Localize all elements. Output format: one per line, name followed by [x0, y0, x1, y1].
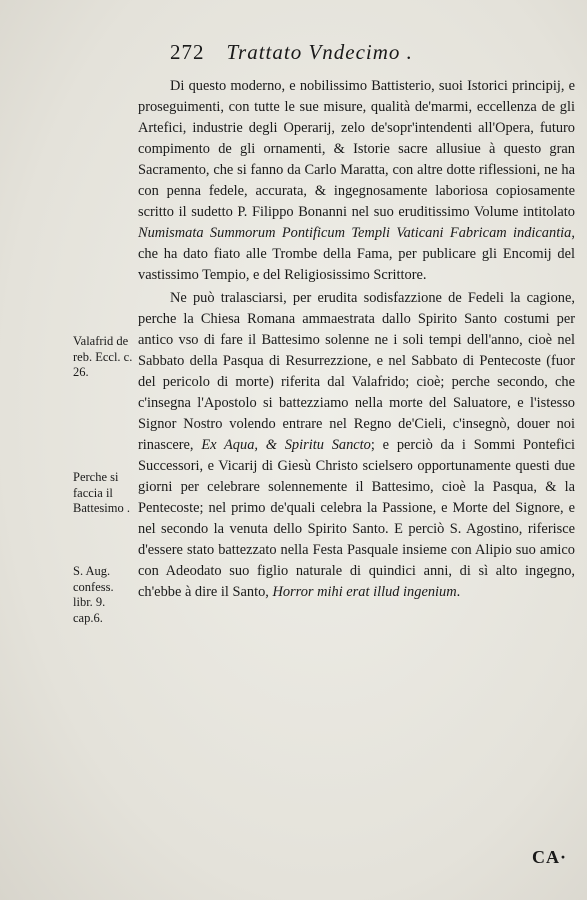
paragraph-text: , che ha dato fiato alle Trombe della Fama, per publicare gli Encomij del vastissimo Tempio, e del Religiosissimo Scrittore.: [138, 225, 575, 283]
running-header: [170, 40, 413, 65]
italic-title: Numismata Summorum Pontificum Templi Vaticani Fabricam indicantia: [138, 225, 572, 241]
paragraph-text: Ne può tralasciarsi, per erudita sodisfazzione de Fedeli la cagione, perche la Chiesa Romana ammaestrata dallo Spirito Santo costumi per antico vso di fare il Battesimo solenne ne i soli tempi dell'anno, cioè nel Sabbato della Pasqua di Resurrezzione, e nel Sabbato di Pentecoste (fuor del pericolo di morte) riferita dal Valafrido; cioè; perche secondo, che c'insegna l'Apostolo si battezziamo nella morte del Saluatore, e l'istesso Signor Nostro volendo entrare nel Regno de'Cieli, c'insegnò, douer noi rinascere,: [138, 290, 575, 453]
margin-note: S. Aug. confess. libr. 9. cap.6.: [73, 564, 114, 625]
running-title: Trattato Vndecimo .: [226, 40, 413, 64]
margin-note: Valafrid de reb. Eccl. c. 26.: [73, 334, 133, 379]
paragraph-text: .: [456, 584, 461, 600]
margin-note: Perche si faccia il Battesimo .: [73, 470, 130, 515]
paragraph-text: Di questo moderno, e nobilissimo Battisterio, suoi Istorici principij, e proseguimenti, con tutte le sue misure, qualità de'marmi, eccellenza de gli Artefici, industrie degli Operarij, zelo de'sopr'intendenti all'Opera, futuro compimento de gli ornamenti, & Istorie sacre allusiue à questo gran Sacramento, che si fanno da Carlo Maratta, con altre dotte riflessioni, ne ha con penna fedele, accurata, & ingegnosamente laboriosa copiosamente scritto il sudetto P. Filippo Bonanni nel suo eruditissimo Volume intitolato: [138, 78, 575, 220]
italic-quote: Ex Aqua, & Spiritu Sancto: [201, 437, 371, 453]
paragraph-text: ; e perciò da i Sommi Pontefici Successori, e Vicarij di Giesù Christo scielsero opportunamente questi due giorni per celebrare solennemente il Battesimo, cioè la Pasqua, & la Pentecoste; nel primo de'quali celebra la Passione, e Morte del Signore, e nel secondo la venuta dello Spirito Santo. E perciò S. Agostino, riferisce d'essere stato battezzato nella Festa Pasquale insieme con Alipio suo amico con Adeodato suo figlio naturale di quindici anni, di sì alto ingegno, ch'ebbe à dire il Santo,: [138, 437, 576, 600]
paragraph: [138, 288, 575, 603]
catchword: CA·: [531, 847, 567, 867]
paragraph: [138, 76, 575, 286]
main-text: [138, 76, 575, 603]
italic-quote: Horror mihi erat illud ingenium: [272, 584, 457, 600]
page-number: 272: [170, 40, 205, 64]
